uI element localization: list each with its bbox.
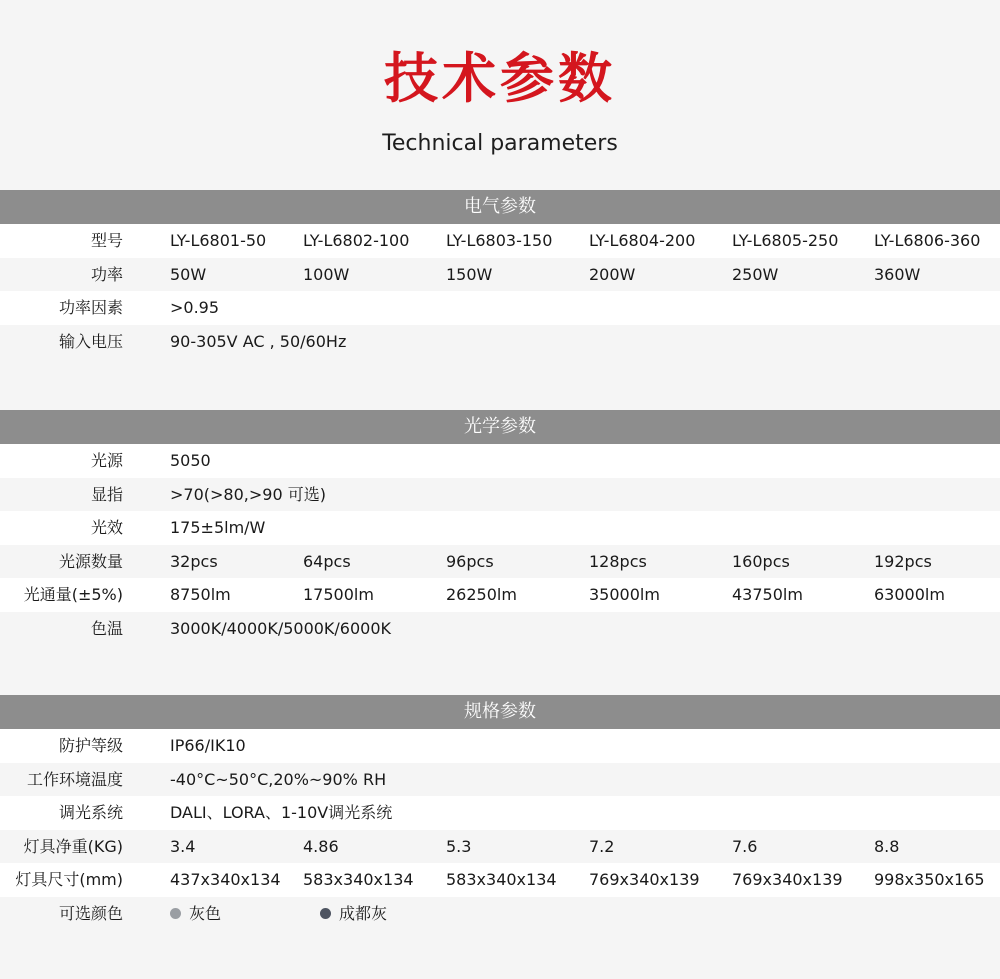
row-label: 光效 (90, 518, 123, 537)
cell: 175±5lm/W (170, 518, 266, 537)
section-header-optical: 光学参数 (0, 410, 1000, 444)
row-label: 色温 (90, 618, 123, 638)
cell: LY-L6803-150 (446, 231, 553, 250)
cell: DALI、LORA、1-10V调光系统 (170, 803, 393, 822)
cell: 583x340x134 (446, 870, 557, 889)
table-row (0, 511, 1000, 545)
header-area (0, 0, 1000, 190)
cell: 998x350x165 (874, 870, 985, 889)
cell: LY-L6805-250 (732, 231, 839, 250)
table-row (0, 478, 1000, 512)
cell: 4.86 (303, 836, 339, 856)
cell: 128pcs (589, 551, 647, 571)
row-label: 可选颜色 (58, 903, 123, 923)
row-label: 功率因素 (58, 298, 123, 317)
cell: 7.2 (589, 836, 615, 856)
row-label: 光通量(±5%) (23, 585, 123, 604)
cell: 3.4 (170, 836, 196, 856)
cell: 200W (589, 264, 636, 284)
row-label: 灯具净重(KG) (23, 836, 123, 856)
cell: IP66/IK10 (170, 736, 246, 755)
cell: 26250lm (446, 585, 517, 604)
row-label: 调光系统 (58, 803, 123, 822)
table-row (0, 444, 1000, 478)
row-label: 防护等级 (58, 736, 123, 755)
cell: 160pcs (732, 551, 790, 571)
cell: LY-L6802-100 (303, 231, 410, 250)
cell: 583x340x134 (303, 870, 414, 889)
color-swatch-icon (320, 908, 331, 919)
table-row (0, 830, 1000, 864)
electrical-section (0, 190, 1000, 358)
cell: >70(>80,>90 可选) (170, 484, 326, 504)
cell: 250W (732, 264, 779, 284)
table-row (0, 578, 1000, 612)
color-option-label: 成都灰 (339, 903, 388, 923)
section-gap (0, 358, 1000, 410)
bottom-area (0, 930, 1000, 979)
cell: 32pcs (170, 551, 218, 571)
table-row (0, 729, 1000, 763)
cell: 437x340x134 (170, 870, 281, 889)
cell: 5.3 (446, 836, 472, 856)
cell: 64pcs (303, 551, 351, 571)
cell: 8750lm (170, 585, 231, 604)
table-row (0, 796, 1000, 830)
color-option-label: 灰色 (189, 903, 222, 923)
table-row (0, 763, 1000, 797)
cell: 3000K/4000K/5000K/6000K (170, 618, 392, 638)
table-row (0, 291, 1000, 325)
row-label: 功率 (90, 264, 123, 284)
cell: LY-L6806-360 (874, 231, 981, 250)
cell: 5050 (170, 451, 211, 470)
row-label: 灯具尺寸(mm) (15, 870, 123, 889)
cell: 769x340x139 (589, 870, 700, 889)
table-row (0, 897, 1000, 931)
row-label: 型号 (90, 231, 123, 250)
color-option-chengdu-grey (320, 897, 387, 931)
table-row (0, 863, 1000, 897)
cell: 150W (446, 264, 493, 284)
row-label: 工作环境温度 (26, 769, 123, 789)
cell: 769x340x139 (732, 870, 843, 889)
cell: LY-L6801-50 (170, 231, 267, 250)
section-gap (0, 645, 1000, 695)
row-label: 光源数量 (58, 551, 123, 571)
page-subtitle: Technical parameters (382, 131, 618, 156)
row-label: 显指 (90, 484, 123, 504)
cell: 360W (874, 264, 921, 284)
cell: 8.8 (874, 836, 900, 856)
table-row (0, 612, 1000, 646)
table-row (0, 545, 1000, 579)
table-row (0, 224, 1000, 258)
cell: 43750lm (732, 585, 803, 604)
cell: 50W (170, 264, 207, 284)
color-option-grey (170, 897, 221, 931)
spec-section (0, 695, 1000, 930)
cell: 100W (303, 264, 350, 284)
color-swatch-icon (170, 908, 181, 919)
row-label: 光源 (90, 451, 123, 470)
cell: 17500lm (303, 585, 374, 604)
section-header-electrical: 电气参数 (0, 190, 1000, 224)
table-row (0, 325, 1000, 359)
cell: 63000lm (874, 585, 945, 604)
table-row (0, 258, 1000, 292)
cell: 90-305V AC , 50/60Hz (170, 331, 347, 351)
section-header-spec: 规格参数 (0, 695, 1000, 729)
cell: 192pcs (874, 551, 932, 571)
cell: 7.6 (732, 836, 758, 856)
row-label: 输入电压 (58, 331, 123, 351)
page-title: 技术参数 (384, 47, 616, 110)
cell: >0.95 (170, 298, 220, 317)
cell: 35000lm (589, 585, 660, 604)
cell: -40°C~50°C,20%~90% RH (170, 769, 387, 789)
optical-section (0, 410, 1000, 645)
cell: LY-L6804-200 (589, 231, 696, 250)
cell: 96pcs (446, 551, 494, 571)
